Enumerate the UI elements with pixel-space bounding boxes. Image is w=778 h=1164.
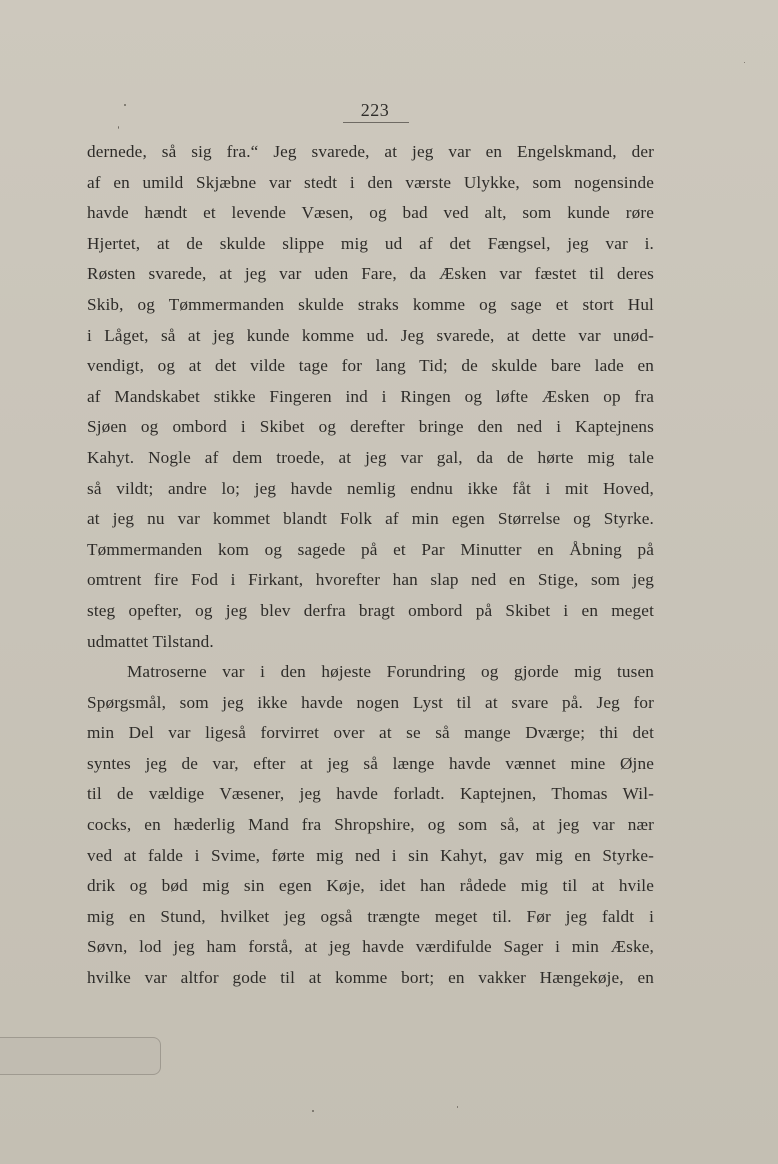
text-line: Spørgsmål, som jeg ikke havde nogen Lyst til at svare på. Jeg for: [87, 692, 654, 712]
text-line: Sjøen og ombord i Skibet og derefter bringe den ned i Kaptejnens: [87, 417, 654, 437]
text-line: så vildt; andre lo; jeg havde nemlig endnu ikke fåt i mit Hoved,: [87, 478, 654, 498]
text-line: mig en Stund, hvilket jeg også trængte meget til. Før jeg faldt i: [87, 906, 654, 926]
page-tab-shadow: [0, 1037, 161, 1075]
text-line: af en umild Skjæbne var stedt i den værste Ulykke, som nogensinde: [87, 172, 654, 192]
paper-speck: [312, 1110, 314, 1112]
paper-speck: [124, 104, 126, 106]
text-line: hvilke var altfor gode til at komme bort; en vakker Hængekøje, en: [87, 968, 654, 988]
text-line: at jeg nu var kommet blandt Folk af min egen Størrelse og Styrke.: [87, 509, 654, 529]
text-line: vendigt, og at det vilde tage for lang Tid; de skulde bare lade en: [87, 356, 654, 376]
paper-speck: [744, 62, 745, 63]
text-line: steg opefter, og jeg blev derfra bragt ombord på Skibet i en meget: [87, 600, 654, 620]
text-line: drik og bød mig sin egen Køje, idet han rådede mig til at hvile: [87, 876, 654, 896]
page-number-rule: [343, 122, 409, 123]
text-line: af Mandskabet stikke Fingeren ind i Ringen og løfte Æsken op fra: [87, 386, 654, 406]
text-line: Hjertet, at de skulde slippe mig ud af det Fængsel, jeg var i.: [87, 233, 654, 253]
body-text: [87, 137, 654, 994]
text-line: til de vældige Væsener, jeg havde forladt. Kaptejnen, Thomas Wil-: [87, 784, 654, 804]
text-line: Skib, og Tømmermanden skulde straks komme og sage et stort Hul: [87, 294, 654, 314]
text-line: Røsten svarede, at jeg var uden Fare, da Æsken var fæstet til deres: [87, 264, 654, 284]
paper-speck: [457, 1106, 458, 1108]
text-line: udmattet Tilstand.: [87, 631, 214, 651]
text-line: Tømmermanden kom og sagede på et Par Minutter en Åbning på: [87, 539, 654, 559]
text-line: dernede, så sig fra.“ Jeg svarede, at jeg var en Engelskmand, der: [87, 142, 654, 161]
text-line: ved at falde i Svime, førte mig ned i sin Kahyt, gav mig en Styrke-: [87, 845, 654, 865]
text-line: Søvn, lod jeg ham forstå, at jeg havde værdifulde Sager i min Æske,: [87, 937, 654, 957]
text-line: Kahyt. Nogle af dem troede, at jeg var gal, da de hørte mig tale: [87, 447, 654, 467]
text-line: omtrent fire Fod i Firkant, hvorefter han slap ned en Stige, som jeg: [87, 570, 654, 590]
text-line: havde hændt et levende Væsen, og bad ved alt, som kunde røre: [87, 203, 654, 223]
text-line: i Låget, så at jeg kunde komme ud. Jeg svarede, at dette var unød-: [87, 325, 654, 345]
paper-speck: [118, 126, 119, 129]
text-line: cocks, en hæderlig Mand fra Shropshire, og som så, at jeg var nær: [87, 815, 654, 835]
page-number: 223: [360, 100, 390, 120]
text-line: Matroserne var i den højeste Forundring og gjorde mig tusen: [127, 662, 654, 682]
text-line: min Del var ligeså forvirret over at se så mange Dværge; thi det: [87, 723, 654, 743]
text-line: syntes jeg de var, efter at jeg så længe havde vænnet mine Øjne: [87, 753, 654, 773]
